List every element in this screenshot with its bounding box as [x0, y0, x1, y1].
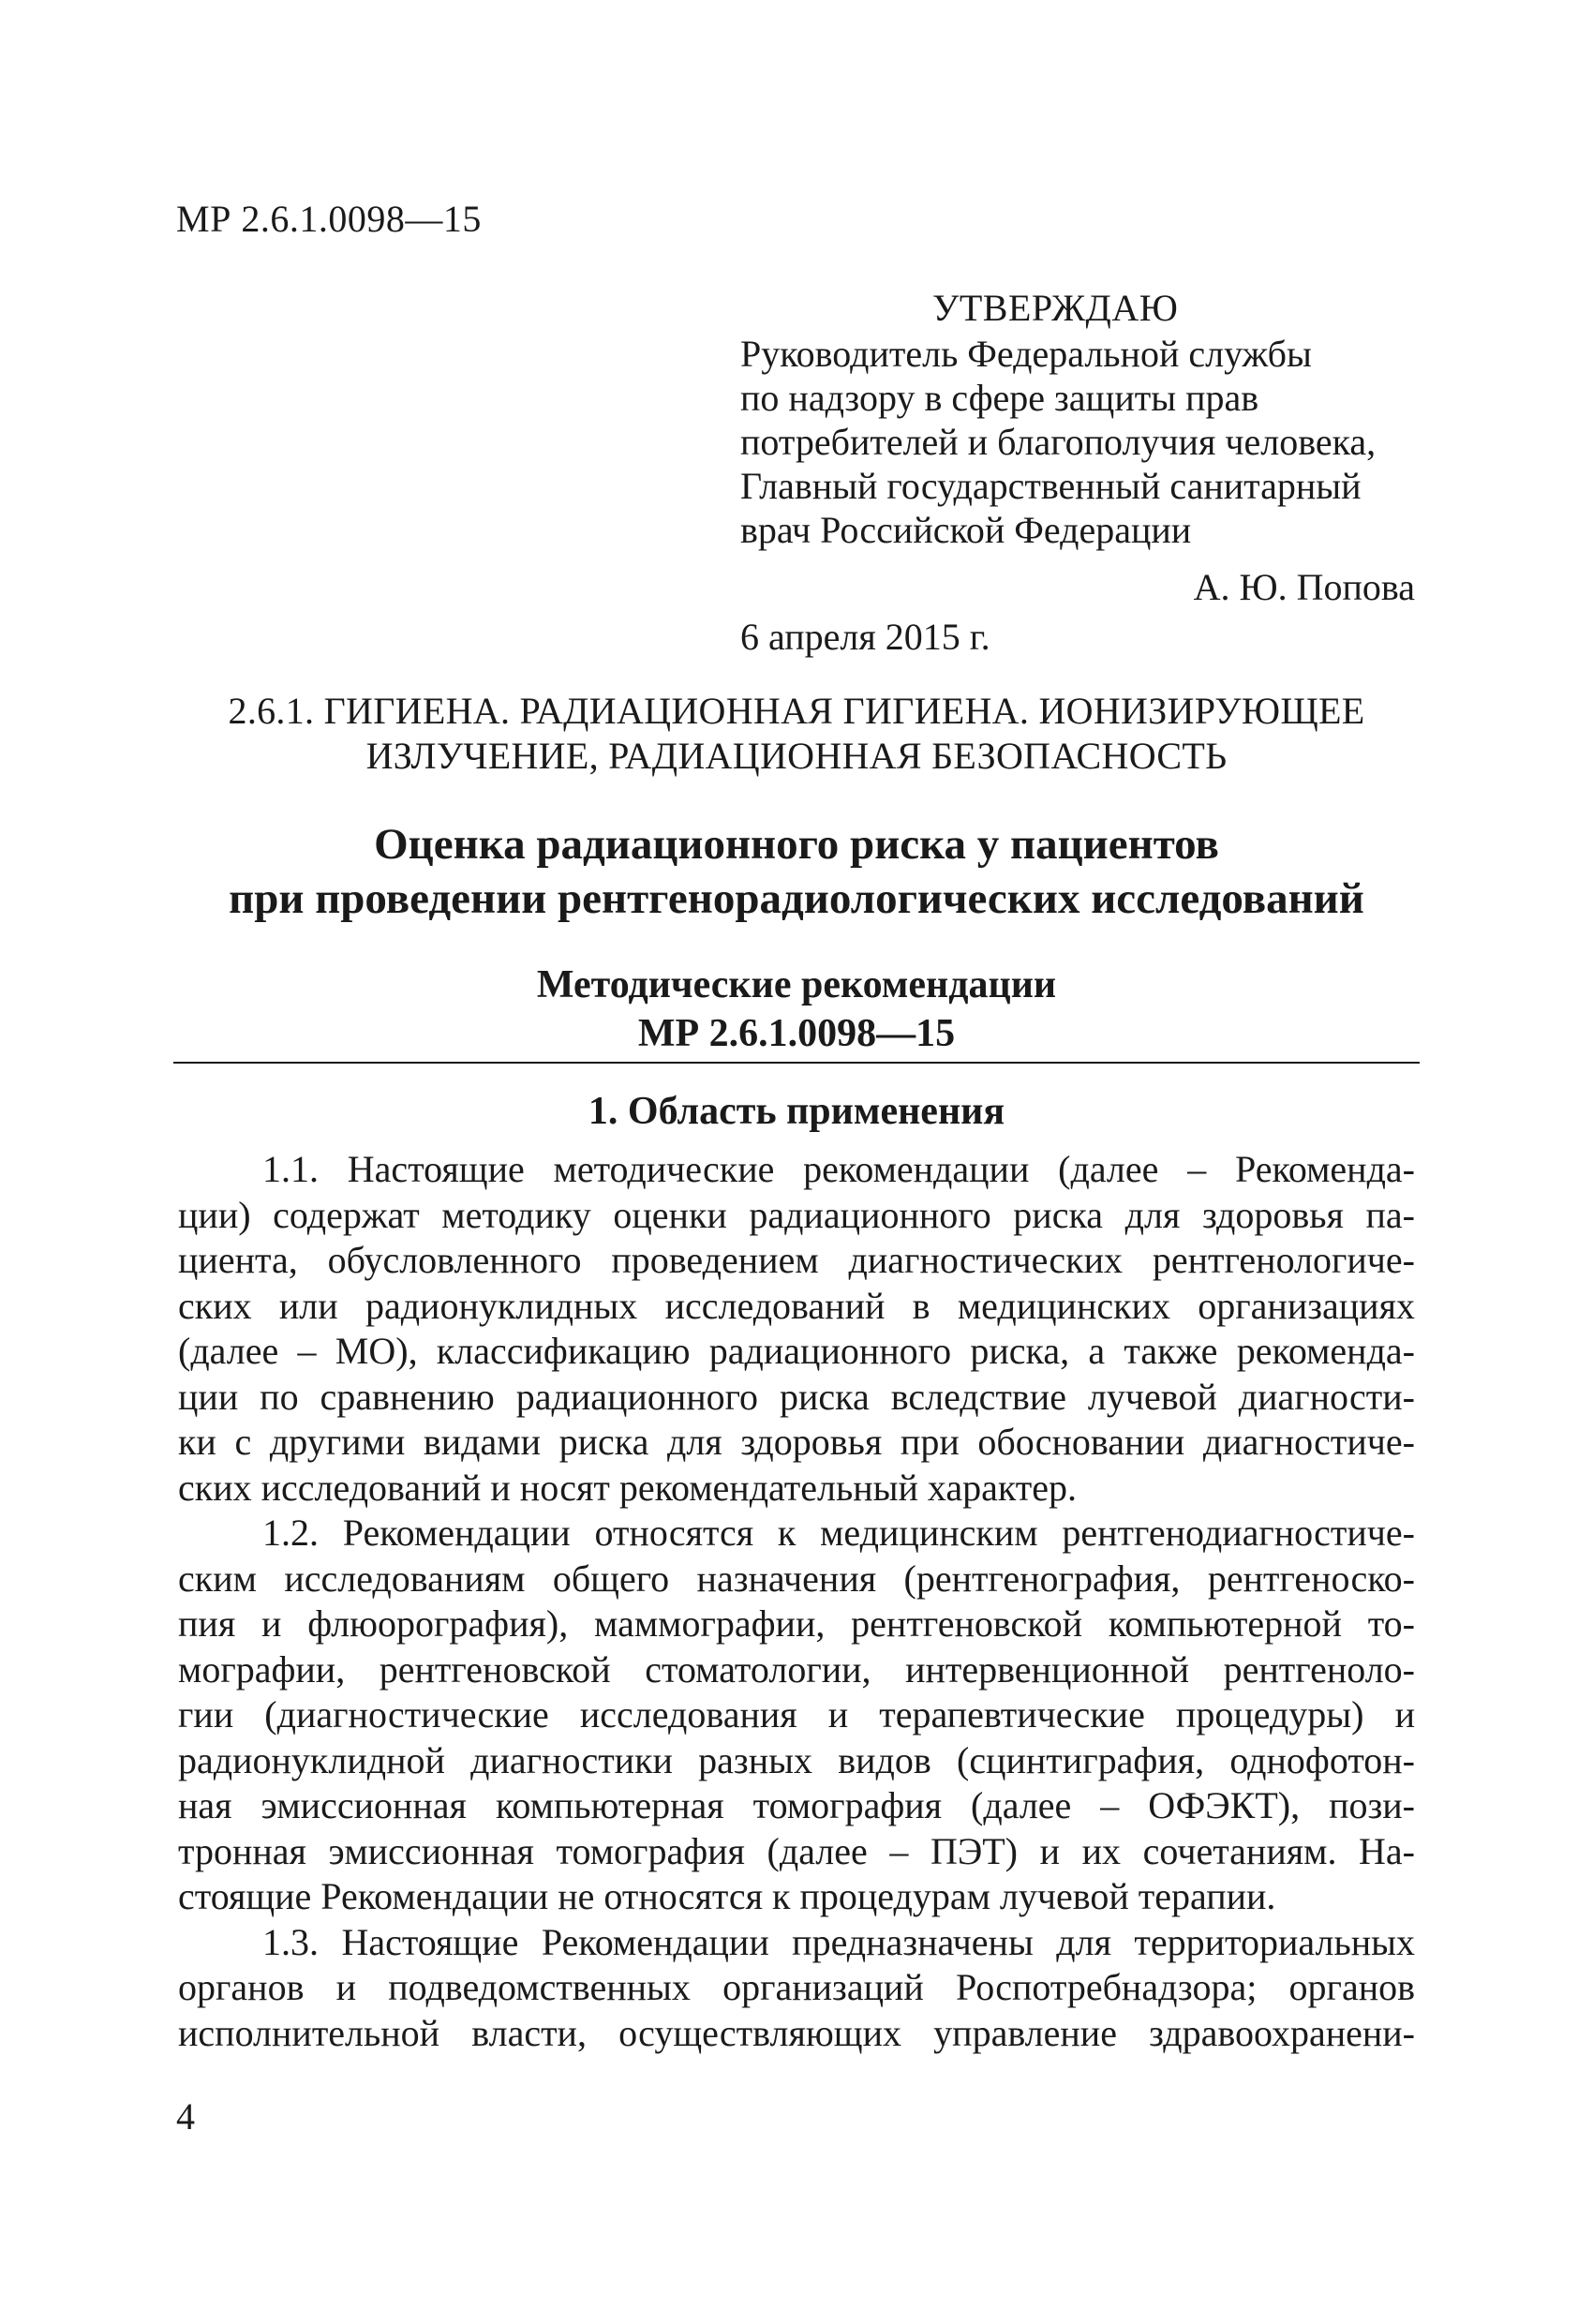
text-line: (далее – МО), классификацию радиационного риска, а также рекоменда-: [178, 1330, 1415, 1372]
text-line: исполнительной власти, осуществляющих управление здравоохранени-: [178, 2011, 1415, 2054]
section-body: [178, 1147, 1415, 2056]
text-line: мографии, рентгеновской стоматологии, интервенционной рентгеноло-: [178, 1647, 1415, 1691]
document-title: [150, 817, 1443, 926]
section-title: 1. Область применения: [588, 1090, 1005, 1133]
text-line: органов и подведомственных организаций Роспотребнадзора; органов: [178, 1966, 1415, 2008]
approval-signatory: А. Ю. Попова: [1193, 566, 1415, 608]
text-line: стоящие Рекомендации не относятся к процедурам лучевой терапии.: [178, 1875, 1276, 1917]
paragraph-1-3: [178, 1920, 1415, 2057]
text-line: 1.2. Рекомендации относятся к медицинским рентгенодиагностиче-: [262, 1512, 1415, 1554]
approval-line: Главный государственный санитарный: [740, 465, 1362, 507]
approval-date: 6 апреля 2015 г.: [740, 616, 990, 658]
text-line: пия и флюорография), маммографии, рентгеновской компьютерной то-: [178, 1602, 1415, 1645]
text-line: ских или радионуклидных исследований в медицинских организациях: [178, 1284, 1415, 1327]
approval-line: Руководитель Федеральной службы: [740, 333, 1312, 375]
text-line: ции по сравнению радиационного риска вследствие лучевой диагности-: [178, 1375, 1415, 1418]
paragraph-1-2: [178, 1511, 1415, 1920]
text-line: радионуклидной диагностики разных видов (сцинтиграфия, однофотон-: [178, 1738, 1415, 1781]
page-number: 4: [176, 2095, 195, 2138]
text-line: ки с другими видами риска для здоровья при обосновании диагностиче-: [178, 1421, 1415, 1463]
approval-block: [740, 286, 1415, 659]
title-line: Оценка радиационного риска у пациентов: [374, 820, 1219, 869]
approval-heading: УТВЕРЖДАЮ: [932, 287, 1179, 329]
approval-line: врач Российской Федерации: [740, 509, 1192, 551]
text-line: ским исследованиям общего назначения (рентгенография, рентгеноско-: [178, 1557, 1415, 1600]
document-code: МР 2.6.1.0098—15: [176, 198, 482, 240]
horizontal-rule: [173, 1062, 1420, 1064]
category-line: 2.6.1. ГИГИЕНА. РАДИАЦИОННАЯ ГИГИЕНА. ИОНИЗИРУЮЩЕЕ: [228, 690, 1365, 732]
subtitle-code: МР 2.6.1.0098—15: [637, 1012, 956, 1055]
text-line: ции) содержат методику оценки радиационного риска для здоровья па-: [178, 1193, 1415, 1236]
category-heading: [150, 689, 1443, 779]
text-line: ная эмиссионная компьютерная томография (далее – ОФЭКТ), пози-: [178, 1784, 1415, 1826]
document-subtitle: [150, 961, 1443, 1058]
category-line: ИЗЛУЧЕНИЕ, РАДИАЦИОННАЯ БЕЗОПАСНОСТЬ: [365, 735, 1228, 777]
text-line: циента, обусловленного проведением диагностических рентгенологиче-: [178, 1239, 1415, 1281]
approval-line: потребителей и благополучия человека,: [740, 421, 1377, 463]
text-line: ских исследований и носят рекомендательный характер.: [178, 1466, 1078, 1509]
text-line: гии (диагностические исследования и терапевтические процедуры) и: [178, 1693, 1415, 1736]
paragraph-1-1: [178, 1147, 1415, 1511]
text-line: тронная эмиссионная томография (далее – ПЭТ) и их сочетаниям. На-: [178, 1829, 1415, 1872]
title-line: при проведении рентгенорадиологических исследований: [229, 874, 1364, 923]
text-line: 1.3. Настоящие Рекомендации предназначены для территориальных: [262, 1920, 1415, 1963]
text-line: 1.1. Настоящие методические рекомендации (далее – Рекоменда-: [262, 1148, 1415, 1190]
approval-line: по надзору в сфере защиты прав: [740, 377, 1259, 419]
subtitle-type: Методические рекомендации: [536, 963, 1057, 1006]
